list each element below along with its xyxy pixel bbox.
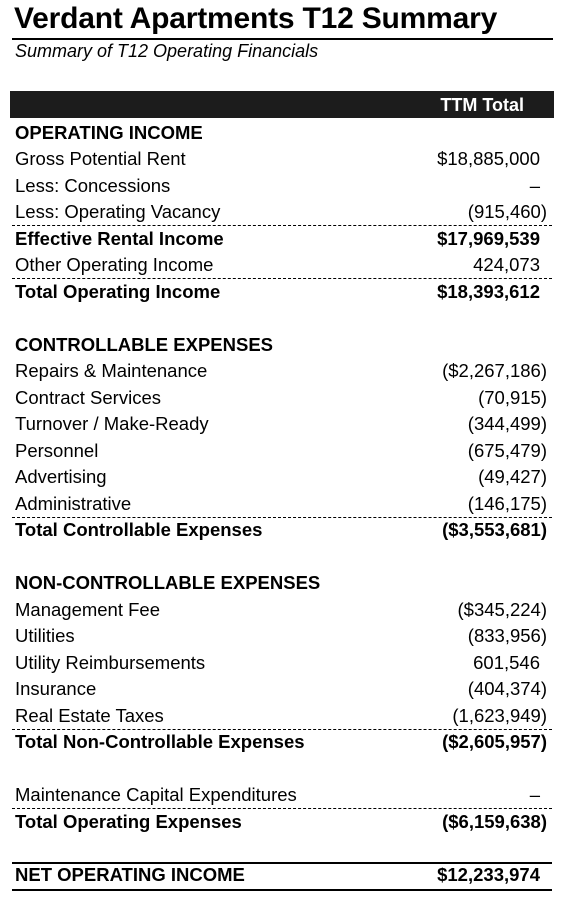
table-row: Repairs & Maintenance ($2,267,186): [15, 360, 547, 381]
table-row: Administrative (146,175): [12, 491, 552, 518]
section-heading-non-controllable-expenses: NON-CONTROLLABLE EXPENSES: [15, 572, 321, 593]
effective-rental-income-row: Effective Rental Income $17,969,539: [15, 227, 540, 249]
table-row: Utility Reimbursements 601,546: [15, 651, 540, 673]
total-controllable-expenses-row: Total Controllable Expenses ($3,553,681): [15, 519, 547, 540]
maintenance-capex-row: Maintenance Capital Expenditures –: [12, 783, 552, 810]
table-row: Less: Operating Vacancy (915,460): [12, 200, 552, 227]
table-header-bar: [10, 91, 554, 118]
report-subtitle: Summary of T12 Operating Financials: [15, 41, 319, 61]
table-row: Personnel (675,479): [15, 439, 547, 461]
total-operating-expenses-row: Total Operating Expenses ($6,159,638): [15, 810, 547, 832]
table-row: Less: Concessions –: [15, 174, 540, 196]
column-header-ttm-total: TTM Total: [440, 95, 524, 115]
total-operating-income-row: Total Operating Income $18,393,612: [15, 280, 540, 302]
title-rule: [12, 38, 553, 40]
total-non-controllable-expenses-row: Total Non-Controllable Expenses ($2,605,957): [15, 731, 547, 752]
table-row: Advertising (49,427): [15, 466, 547, 487]
section-heading-operating-income: OPERATING INCOME: [15, 121, 203, 143]
report-title: Verdant Apartments T12 Summary: [14, 2, 498, 35]
table-row: Utilities (833,956): [15, 625, 547, 646]
table-row: Turnover / Make-Ready (344,499): [15, 413, 547, 434]
table-row: Real Estate Taxes (1,623,949): [12, 703, 552, 730]
table-row: Other Operating Income 424,073: [12, 253, 552, 280]
table-row: Management Fee ($345,224): [15, 598, 547, 620]
section-heading-controllable-expenses: CONTROLLABLE EXPENSES: [15, 333, 273, 355]
table-row: Gross Potential Rent $18,885,000: [15, 148, 540, 169]
table-row: Insurance (404,374): [15, 678, 547, 699]
table-row: Contract Services (70,915): [15, 386, 547, 408]
net-operating-income-row: NET OPERATING INCOME $12,233,974: [12, 862, 552, 889]
